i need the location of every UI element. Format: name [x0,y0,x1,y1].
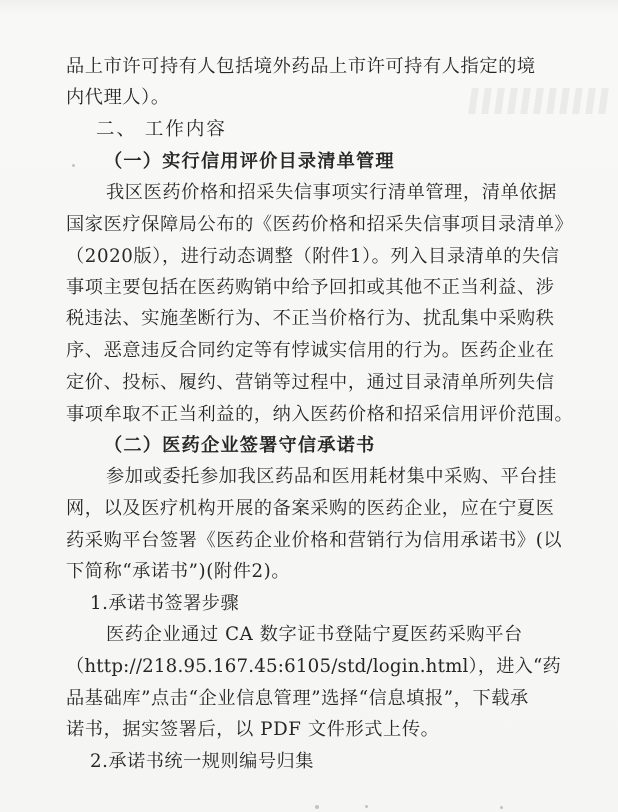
page-top-shadow [0,0,618,14]
body-text-line: 网，以及医疗机构开展的备案采购的医药企业，应在宁夏医 [66,498,555,519]
body-text-line: 事项主要包括在医药购销中给予回扣或其他不正当利益、涉 [66,277,555,298]
url-text-line: （http://218.95.167.45:6105/std/login.html），进入“药 [66,656,561,677]
body-text-line: 我区医药价格和招采失信事项实行清单管理，清单依据 [106,182,557,203]
body-text-line: 参加或委托参加我区药品和医用耗材集中采购、平台挂 [106,466,557,487]
body-text-line: 品基础库”点击“企业信息管理”选择“信息填报”，下载承 [66,688,529,709]
body-text-line: 药采购平台签署《医药企业价格和营销行为信用承诺书》(以 [66,530,563,551]
body-text-line: 税违法、实施垄断行为、不正当价格行为、扰乱集中采购秩 [66,308,555,329]
body-text-line: 国家医疗保障局公布的《医药价格和招采失信事项目录清单》 [66,214,574,235]
scan-dot [315,805,319,809]
subsection-heading: （二）医药企业签署守信承诺书 [104,435,376,456]
body-text-line: 品上市许可持有人包括境外药品上市许可持有人指定的境 [66,56,536,77]
body-text-line: 下简称“承诺书”)(附件2)。 [66,561,291,582]
section-heading: 二、 工作内容 [96,119,227,140]
body-text-line: 诺书，据实签署后，以 PDF 文件形式上传。 [66,719,440,740]
scan-dot [365,805,368,808]
body-text-line: 定价、投标、履约、营销等过程中，通过目录清单所列失信 [66,372,555,393]
subsection-heading: （一）实行信用评价目录清单管理 [104,151,395,172]
scan-dot [500,806,503,809]
step-heading: 2.承诺书统一规则编号归集 [90,751,314,772]
body-text-line: 医药企业通过 CA 数字证书登陆宁夏医药采购平台 [106,624,523,645]
body-text-line: 序、恶意违反合同约定等有悖诚实信用的行为。医药企业在 [66,340,555,361]
body-text-line: （2020版），进行动态调整（附件1）。列入目录清单的失信 [66,246,560,267]
scan-dot [72,164,75,167]
body-text-line: 内代理人）。 [66,87,170,108]
body-text-line: 事项牟取不正当利益的，纳入医药价格和招采信用评价范围。 [66,404,574,425]
step-heading: 1.承诺书签署步骤 [90,593,240,614]
